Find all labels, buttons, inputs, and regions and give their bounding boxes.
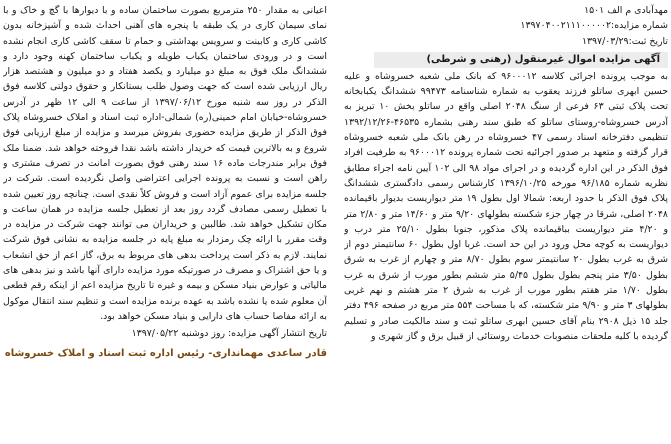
notice-body-left: اعیانی به مقدار ۲۵۰ مترمربع بصورت ساختمان ساده و با دیوارها با گچ و خاک و با نمای سیمان کاری در یک طبقه با پنجره های آهنی احداث شده و آشپزخانه بدون کاشی کاری و کابینت و سرویس بهداشتی و حمام تا سقف کاشی کاری انجام نشده است و در ورودی ساختمان یکباب طویله و یکباب ساختمان کهنه وجود دارد و ششدانگ ملک فوق به مبلغ دو میلیارد و یکصد هفتاد و دو میلیون و هشتصد هزار ریال ارزیابی شده است که جهت وصول طلب بستانکار و حقوق دولتی کلاسه فوق الذکر در روز سه شنبه مورخ ۱۳۹۷/۰۶/۱۲ از ساعت ۹ الی ۱۲ ظهر در آدرس خسروشاه-خیابان امام خمینی(ره) شمالی-اداره ثبت اسناد و املاک خسروشاه پلاک فوق الذکر از طریق مزایده حضوری بفروش میرسد و مزایده از مبلغ ارزیابی فوق شروع و به بالاترین قیمت که خریدار داشته باشد نقدا فروخته خواهد شد. ضمنا ملک فوق برابر مندرجات ماده ۱۶ سند رهنی فوق بصورت امانت در تصرف مشتری و راهن است و نسبت به پرونده اجرایی اعتراضی واصل نگردیده است. شرکت در جلسه مزایده برای عموم آزاد است و فروش کلاً نقدی است. چنانچه روز تعیین شده با تعطیل رسمی مصادف گردد روز بعد از تعطیل جلسه مزایده در همان ساعت و مکان تشکیل خواهد شد. طالبین و خریداران می توانند جهت شرکت در مزایده در وقت مقرر با ارائه چک رمزدار به مبلغ پایه در جلسه مزایده به نشانی فوق شرکت نمایند. لازم به ذکر است پرداخت بدهی های مربوط به برق، گاز اعم از حق انشعاب و یا حق اشتراک و مصرف در صورتیکه مورد مزایده دارای آنها باشد و نیز بدهی های مالیاتی و عوارض بنیاد مسکن و بیمه و غیره تا تاریخ مزایده اعم از اینکه رقم قطعی آن معلوم شده یا نشده باشد به عهده برنده مزایده است و تنظیم سند انتقال موکول به ارائه مفاصا حساب های دارایی و بنیاد مسکن خواهد بود. xyxy=(3,5,327,322)
notice-column-left xyxy=(3,3,327,441)
notice-body-right: به موجب پرونده اجرائی کلاسه ۹۶۰۰۰۱۲ که بانک ملی شعبه خسروشاه و علیه حسین ابهری ساتلو فرزند یعقوب به شماره شناسنامه ۹۹۴۷۳ ششدانگ یکبابخانه تحت پلاک ثبتی ۶۳ فرعی از سنگ ۲۰۴۸ اصلی واقع در ساتلو بخش ۱۰ تبریز به آدرس خسروشاه-روستای ساتلو که طبق سند رهنی بشماره ۴۶۵۳۵-۱۳۹۲/۱۲/۲۶ تنظیمی دفترخانه اسناد رسمی ۴۷ خسروشاه در رهن بانک ملی شعبه خسروشاه قرار گرفته و متعهد بر صدور اجرائیه تحت شماره پرونده ۹۶۰۰۰۱۲ به طرفیت افراد فوق الذکر در این اداره گردیده و در اجرای مواد ۹۸ الی ۱۰۲ آیین نامه اجراء مطابق نظریه شماره ۹۶/۱۸۵ مورخه ۱۳۹۶/۱۰/۲۵ کارشناس رسمی دادگستری ششدانگ پلاک فوق الذکر با حدود اربعه: شمالا اول بطول ۱۹ متر دیواریست بدیوار باقیمانده ۲۰۴۸ اصلی، شرقا در چهار جزء شکسته بطولهای ۹/۲۰ متر و ۱۴/۶۰ متر و ۲/۸۰ متر و ۴/۲۰ متر دیواریست بباقیمانده پلاک مذکور، جنوبا بطول ۲۵/۱۰ متر درب و دیواریست به کوچه محل ورود در این حد است. غربا اول بطول ۶۰ سانتیمتر دوم از شرق به غرب بطول ۲۰ سانتیمتر سوم بطول ۸/۷۰ متر و چهارم از غرب به شرق بطول ۳/۵۰ متر پنجم بطول بطول ۵/۴۵ متر ششم بطور مورب از شرق به غرب بطول ۱/۷۰ متر هفتم بطور مورب از غرب به شرق ۲ متر هشتم و نهم غربی بطولهای ۳ متر و ۹/۹۰ متر شکسته، که با مساحت ۵۵۴ متر مربع در صفحه ۴۹۶ دفتر جلد ۱۵ ذیل ۲۹۰۸ بنام آقای حسین ابهری ساتلو ثبت و سند مالکیت صادر و تسلیم گردیده با کلیه ملحقات منصوبات خدمات روستائی از قبیل برق و گاز شهری و xyxy=(344,70,668,342)
issue-date-line: تاریخ ثبت:۱۳۹۷/۰۳/۲۹ xyxy=(581,35,668,47)
publish-date-line: تاریخ انتشار آگهی مزایده: روز دوشنبه ۱۳۹۷/۰۵/۲۲ xyxy=(131,328,327,340)
notice-title: آگهی مزایده اموال غیرمنقول (رهنی و شرطی) xyxy=(374,52,668,68)
notice-column-right xyxy=(344,3,668,441)
file-number-line: شماره مزایده:۱۳۹۷۰۴۰۰۲۱۱۱۰۰۰۰۰۲ xyxy=(520,20,668,32)
issuer-signature-line: قادر ساعدی مهمانداری- رئیس اداره ثبت اسناد و املاک خسروشاه xyxy=(4,347,327,359)
office-header: مهدآبادی م الف ۱۵۰۱ xyxy=(584,5,668,16)
